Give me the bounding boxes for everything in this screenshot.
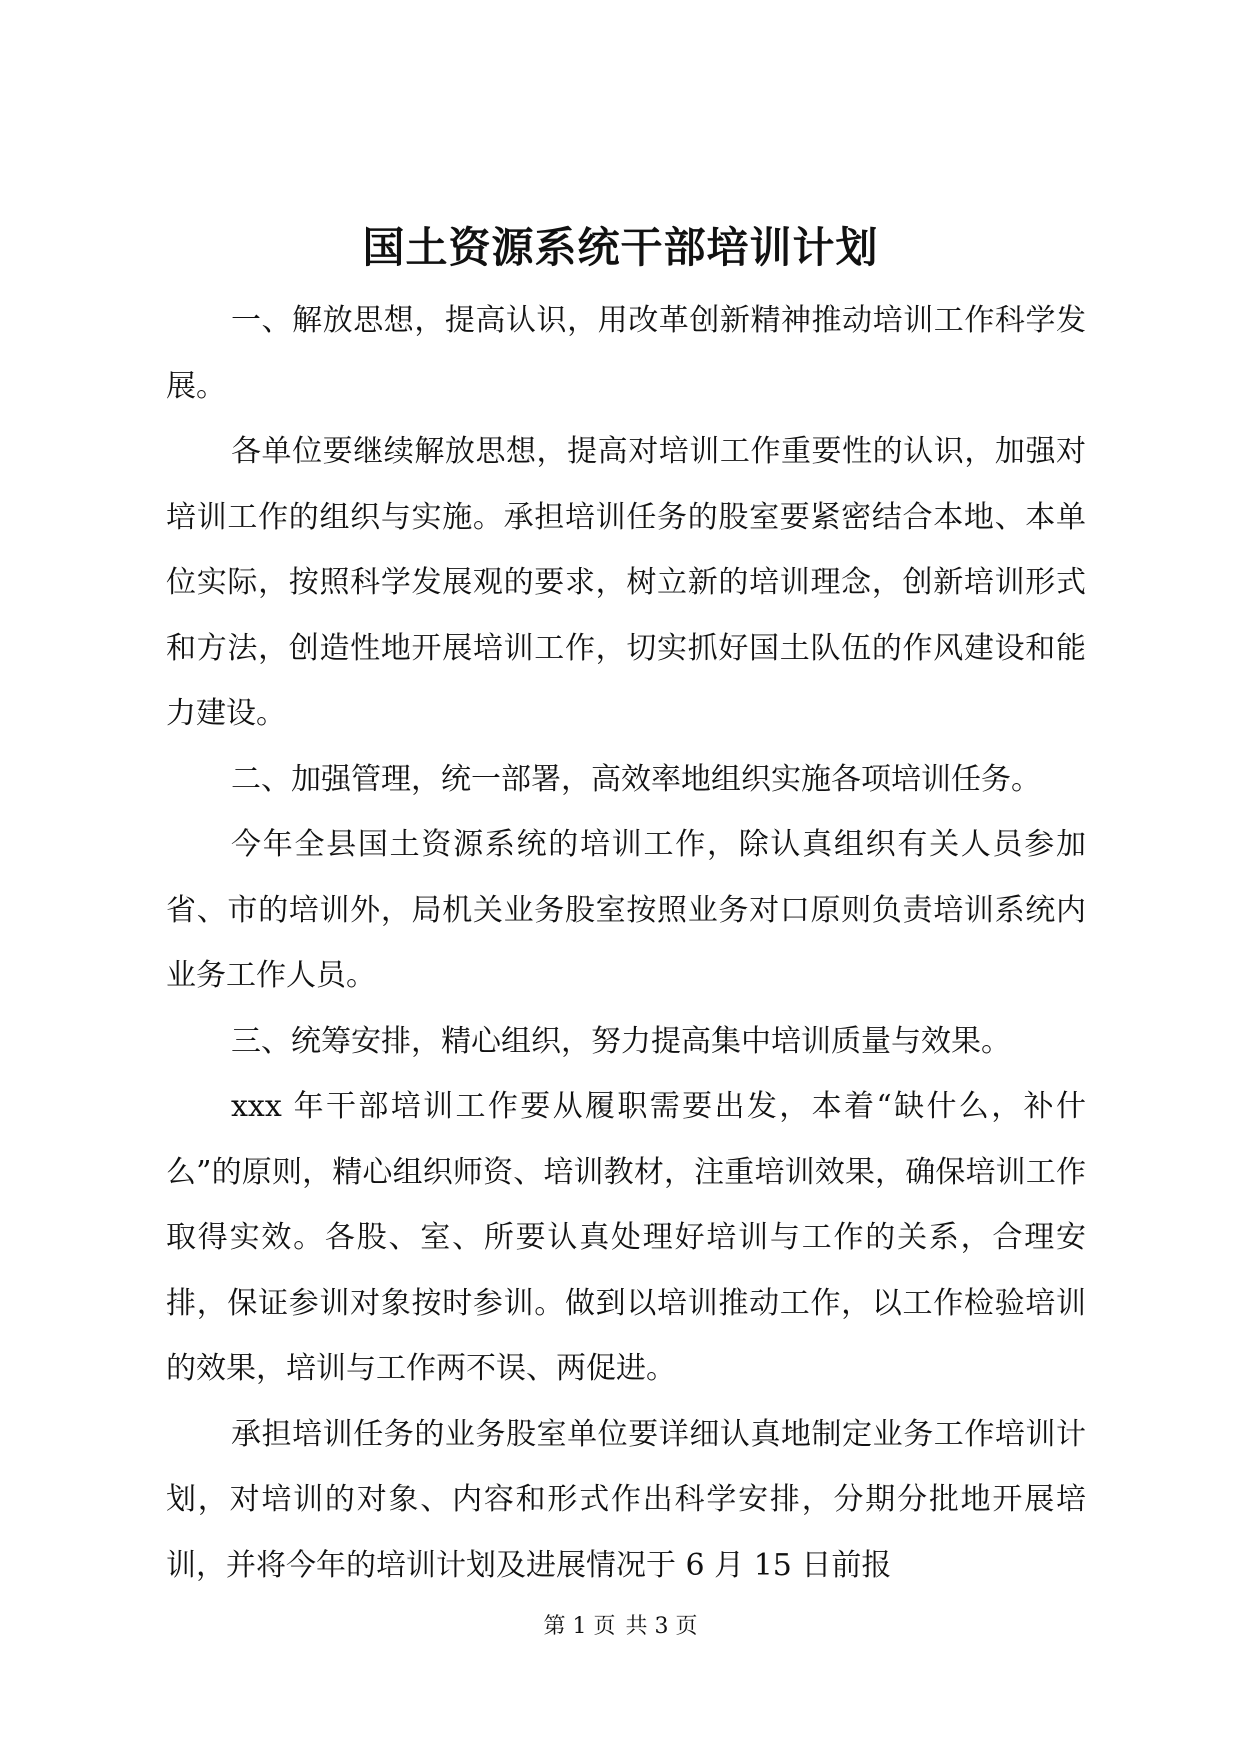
paragraph-section-3-body: xxx 年干部培训工作要从履职需要出发，本着“缺什么，补什么”的原则，精心组织师资、培训教材，注重培训效果，确保培训工作取得实效。各股、室、所要认真处理好培训与工作的关系，合理安排，保证参训对象按时参训。做到以培训推动工作，以工作检验培训的效果，培训与工作两不误、两促进。 (166, 1089, 1086, 1386)
page-number-total: 共 3 页 (625, 1614, 698, 1639)
page-number-current: 第 1 页 (543, 1614, 616, 1639)
paragraph-section-1-heading: 一、解放思想，提高认识，用改革创新精神推动培训工作科学发展。 (166, 303, 1086, 404)
paragraph-section-3-body-continued: 承担培训任务的业务股室单位要详细认真地制定业务工作培训计划，对培训的对象、内容和形式作出科学安排，分期分批地开展培训，并将今年的培训计划及进展情况于 6 月 15 日前报 (166, 1416, 1086, 1583)
document-title: 国土资源系统干部培训计划 (362, 223, 879, 272)
paragraph-section-2-body: 今年全县国土资源系统的培训工作，除认真组织有关人员参加省、市的培训外，局机关业务股室按照业务对口原则负责培训系统内业务工作人员。 (166, 827, 1086, 993)
paragraph-section-3-heading: 三、统筹安排，精心组织，努力提高集中培训质量与效果。 (231, 1023, 1011, 1059)
paragraph-section-2-heading: 二、加强管理，统一部署，高效率地组织实施各项培训任务。 (231, 761, 1041, 797)
page-footer (0, 1612, 1241, 1642)
paragraph-section-1-body: 各单位要继续解放思想，提高对培训工作重要性的认识，加强对培训工作的组织与实施。承担培训任务的股室要紧密结合本地、本单位实际，按照科学发展观的要求，树立新的培训理念，创新培训形式和方法，创造性地开展培训工作，切实抓好国土队伍的作风建设和能力建设。 (166, 434, 1086, 731)
document-body (166, 288, 1086, 1598)
